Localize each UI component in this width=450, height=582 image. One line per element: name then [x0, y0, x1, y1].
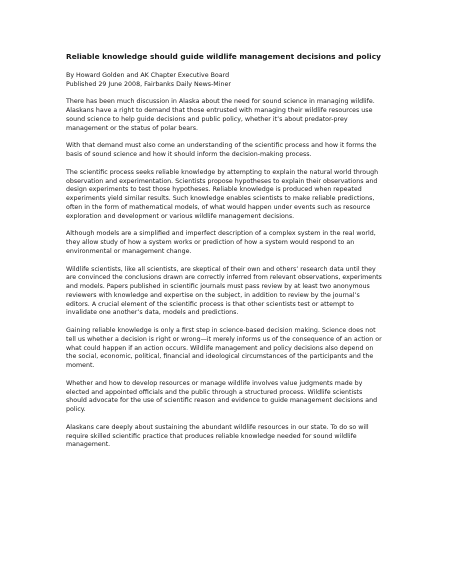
paragraph-2: With that demand must also come an understanding of the scientific process and how it forms the basis of sound science and how it should inform the decision-making process. — [66, 142, 377, 159]
byline — [66, 72, 382, 89]
paragraph-7: Whether and how to develop resources or manage wildlife involves value judgments made by elected and appointed officials and the public through a structured process. Wildlife scientists should advocate for the use of scientific reason and evidence to guide management decisions and policy. — [66, 379, 378, 413]
article-title: Reliable knowledge should guide wildlife management decisions and policy — [66, 52, 381, 61]
document-page — [66, 52, 382, 459]
paragraph-8: Alaskans care deeply about sustaining the abundant wildlife resources in our state. To do so will require skilled scientific practice that produces reliable knowledge needed for sound wildlife management. — [66, 423, 369, 449]
paragraph-6: Gaining reliable knowledge is only a first step in science-based decision making. Science does not tell us whether a decision is right or wrong—it merely informs us of the consequence of an action or what could happen if an action occurs. Wildlife management and policy decisions also depend on the social, economic, political, financial and ideological circumstances of the participants and the moment. — [66, 327, 382, 369]
paragraph-3: The scientific process seeks reliable knowledge by attempting to explain the natural world through observation and experimentation. Scientists propose hypotheses to explain their observations and design experiments to test those hypotheses. Reliable knowledge is produced when repeated experiments yield similar results. Such knowledge enables scientists to make reliable predictions, often in the form of mathematical models, of what would happen under events such as resource exploration and development or various wildlife management decisions. — [66, 169, 379, 220]
paragraph-4: Although models are a simplified and imperfect description of a complex system in the real world, they allow study of how a system works or prediction of how a system would respond to an environmental or management change. — [66, 230, 376, 255]
byline-author: By Howard Golden and AK Chapter Executive Board — [66, 72, 230, 79]
byline-published: Published 29 June 2008, Fairbanks Daily News-Miner — [66, 80, 231, 88]
paragraph-1: There has been much discussion in Alaska about the need for sound science in managing wildlife. Alaskans have a right to demand that those entrusted with managing their wildlife resources use sound science to help guide decisions and public policy, whether it’s about predator-prey management or the status of polar bears. — [66, 98, 375, 132]
paragraph-5: Wildlife scientists, like all scientists, are skeptical of their own and others’ research data until they are convinced the conclusions drawn are correctly inferred from relevant observations, experiments and models. Papers published in scientific journals must pass review by at least two anonymous reviewers with knowledge and expertise on the subject, in addition to review by the journal’s editors. A crucial element of the scientific process is that other scientists test or attempt to invalidate one another’s data, models and predictions. — [66, 265, 382, 317]
